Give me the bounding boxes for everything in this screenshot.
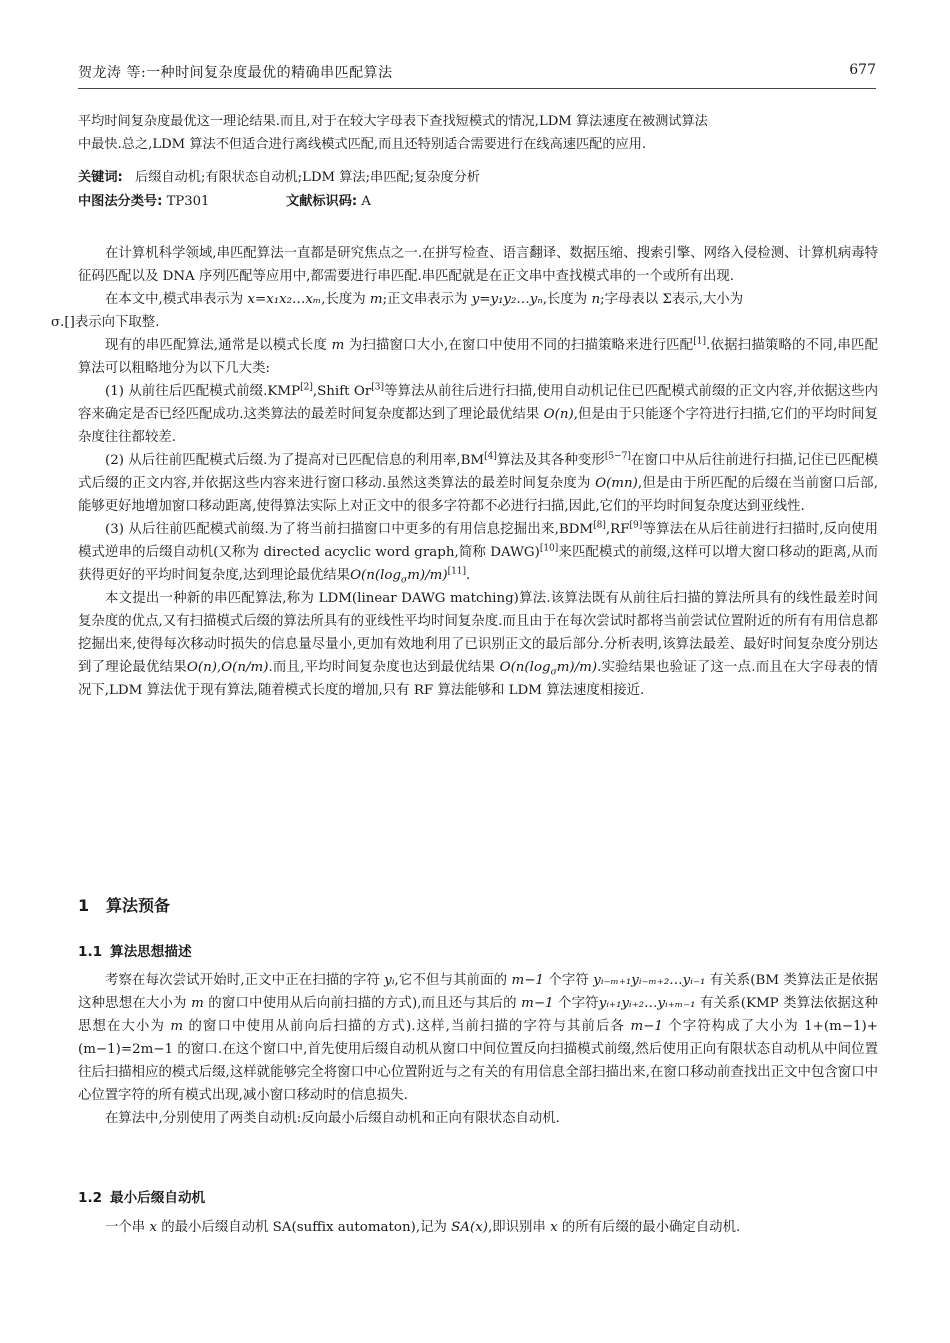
intro-paragraph-3 — [78, 334, 878, 380]
text-run: .而且,平均时间复杂度也达到最优结果 — [268, 660, 500, 675]
citation: [11] — [447, 566, 467, 577]
math-m-minus-1: m−1 — [521, 996, 554, 1011]
math-m-minus-1: m−1 — [511, 973, 544, 988]
text-run: ,RF — [605, 522, 630, 537]
text-run: (2) 从后往前匹配模式后缀.为了提高对已匹配信息的利用率,BM — [105, 453, 485, 468]
citation: [1] — [693, 336, 707, 347]
text-run: 的窗口中使用从前向后扫描的方式).这样,当前扫描的字符与其前后各 — [183, 1019, 631, 1034]
keywords-label: 关键词: — [78, 170, 123, 185]
text-run: .依据扫描策略的不同,串匹配算法可以粗略地分为以下几大类: — [78, 338, 879, 376]
subsection-heading — [78, 940, 192, 960]
section-1-1-paragraph-1 — [78, 969, 878, 1107]
keywords — [78, 166, 878, 189]
text-run: 来匹配模式的前缀,这样可以增大窗口移动的距离,从而获得更好的平均时间复杂度,达到理论最优结果 — [78, 545, 878, 583]
text-run: 在窗口中从后往前进行扫描,记住已匹配模式后缀的正文内容,并依据这些内容来进行窗口移动.虽然这类算法的最差时间复杂度为 — [78, 453, 878, 491]
abstract-tail — [78, 110, 878, 156]
citation: [3] — [371, 382, 385, 393]
subsection-heading — [78, 1186, 205, 1206]
intro-paragraph-1: 在计算机科学领域,串匹配算法一直都是研究焦点之一.在拼写检查、语言翻译、数据压缩、搜索引擎、网络入侵检测、计算机病毒特征码匹配以及 DNA 序列匹配等应用中,都需要进行串匹配.串匹配就是在正文串中查找模式串的一个或所有出现. — [78, 246, 878, 284]
text-run: 本文提出一种新的串匹配算法,称为 LDM(linear DAWG matching)算法.该算法既有从前往后扫描的算法所具有的线性最差时间复杂度的优点,又有扫描模式后缀的算法所具有的亚线性平均时间复杂度.而且由于在每次尝试时都将当前尝试位置附近的所有有用信息都挖掘出来,使得每次移动时损失的信息量尽量小,更加有效地利用了已识别正文的最后部分.分析表明,该算法最差、最好时间复杂度分别达到了理论最优结果 — [78, 591, 878, 675]
section-1-2-body — [78, 1216, 878, 1239]
math-complexity: O(mn) — [595, 476, 638, 491]
clc-label: 中图法分类号: — [78, 194, 163, 209]
text-run: .实验结果也验证了这一点.而且在大字母表的情况下,LDM 算法优于现有算法,随着模式长度的增加,只有 RF 算法能够和 LDM 算法速度相接近. — [78, 660, 878, 698]
doc-label: 文献标识码: — [286, 194, 358, 209]
text-run: 算法及其各种变形 — [496, 453, 605, 468]
doc-value: A — [361, 194, 371, 209]
section-title: 算法预备 — [106, 896, 171, 915]
text-run: 现有的串匹配算法,通常是以模式长度 — [105, 338, 332, 353]
intro-paragraph-6 — [78, 518, 878, 587]
text-run: ,它不但与其前面的 — [394, 973, 512, 988]
text-run: 的最小后缀自动机 SA(suffix automaton),记为 — [157, 1220, 452, 1235]
math-y-before: yᵢ₋ₘ₊₁yᵢ₋ₘ₊₂…yᵢ₋₁ — [593, 973, 706, 988]
math-complexity: O(n) — [543, 407, 574, 422]
text-run: 考察在每次尝试开始时,正文中正在扫描的字符 — [105, 973, 385, 988]
text-run: 个字符 — [543, 973, 594, 988]
citation: [9] — [629, 520, 643, 531]
section-1-1-paragraph-2: 在算法中,分别使用了两类自动机:反向最小后缀自动机和正向有限状态自动机. — [105, 1111, 560, 1126]
intro-paragraph-2 — [51, 288, 878, 334]
math-m: m — [191, 996, 204, 1011]
math-y-def: y=y₁y₂…yₙ — [471, 292, 543, 307]
subsection-number: 1.2 — [78, 1190, 103, 1206]
text-run: 等算法从前往后进行扫描,使用自动机记住已匹配模式前缀的正文内容,并依据这些内容来确定是否已经匹配成功.这类算法的最差时间复杂度都达到了理论最优结果 — [78, 384, 878, 422]
math-yi: yᵢ — [384, 973, 395, 988]
math-subscript: σ — [550, 667, 557, 678]
text-run: ,但是由于只能逐个字符进行扫描,它们的平均时间复杂度往往都较差. — [78, 407, 879, 445]
math-m-minus-1: m−1 — [630, 1019, 663, 1034]
text-run: ,长度为 — [321, 292, 370, 307]
math-m: m — [170, 1019, 184, 1034]
text-run: . — [466, 568, 471, 583]
citation: [10] — [539, 543, 559, 554]
text-run: 的窗口中使用从后向前扫描的方式),而且还与其后的 — [203, 996, 522, 1011]
text-run: ,长度为 — [542, 292, 592, 307]
math-m: m — [369, 292, 383, 307]
subsection-title: 最小后缀自动机 — [110, 1190, 206, 1206]
running-header — [78, 62, 876, 86]
subsection-title: 算法思想描述 — [110, 944, 192, 960]
math-m: m — [331, 338, 345, 353]
text-run: 为扫描窗口大小,在窗口中使用不同的扫描策略来进行匹配 — [344, 338, 694, 353]
text-run: 的所有后缀的最小确定自动机. — [557, 1220, 741, 1235]
citation: [5−7] — [604, 451, 631, 462]
text-run: 等算法在从后往前进行扫描时,反向使用模式逆串的后缀自动机(又称为 directed acyclic word graph,简称 DAWG) — [78, 522, 878, 560]
citation: [8] — [593, 520, 606, 531]
text-run: 有关系(KMP 类算法依据这种思想在大小为 — [78, 996, 878, 1034]
math-y-after: yᵢ₊₁yᵢ₊₂…yᵢ₊ₘ₋₁ — [598, 996, 696, 1011]
section-1-1-body — [78, 969, 878, 1130]
text-run: ;正文串表示为 — [382, 292, 472, 307]
header-rule — [78, 88, 876, 89]
subsection-number: 1.1 — [78, 944, 103, 960]
math-n: n — [591, 292, 601, 307]
math-sa-x: SA(x) — [451, 1220, 488, 1235]
text-run: 有关系(BM 类算法正是依据这种思想在大小为 — [78, 973, 879, 1011]
citation: [4] — [484, 451, 497, 462]
text-run: ,但是由于所匹配的后缀在当前窗口后部,能够更好地增加窗口移动距离,使得算法实际上对正文中的很多字符都不必进行扫描,因此,它们的平均时间复杂度达到亚线性. — [78, 476, 878, 514]
doc-id — [286, 190, 371, 213]
citation: [2] — [300, 382, 313, 393]
math-complexity: O(n(log — [350, 568, 402, 583]
text-run: ;字母表以 Σ表示,大小为 — [600, 292, 744, 307]
text-run: 个字符 — [553, 996, 599, 1011]
keywords-text: 后缀自动机;有限状态自动机;LDM 算法;串匹配;复杂度分析 — [135, 170, 480, 185]
page-number: 677 — [849, 62, 876, 78]
text-run: 一个串 — [105, 1220, 150, 1235]
text-run: (1) 从前往后匹配模式前缀.KMP — [105, 384, 301, 399]
math-complexity: m)/m) — [407, 568, 448, 583]
section-heading — [78, 893, 170, 916]
clc-value: TP301 — [166, 194, 210, 209]
abstract-line: 平均时间复杂度最优这一理论结果.而且,对于在较大字母表下查找短模式的情况,LDM 算法速度在被测试算法 — [78, 114, 708, 129]
intro-paragraph-7 — [78, 587, 878, 702]
text-run: ,即识别串 — [487, 1220, 551, 1235]
section-1-2-paragraph-1 — [78, 1216, 878, 1239]
text-run: 个字符构成了大小为 1+(m−1)+(m−1)=2m−1 的窗口.在这个窗口中,首先使用后缀自动机从窗口中间位置反向扫描模式前缀,然后使用正向有限状态自动机从中间位置往后扫描相应的模式后缀,这样就能够完全将窗口中心位置附近与之有关的有用信息全部扫描出来,在窗口移动前查找出正文中包含窗口中心位置字符的所有模式出现,减小窗口移动时的信息损失. — [78, 1019, 878, 1103]
running-title: 贺龙涛 等:一种时间复杂度最优的精确串匹配算法 — [78, 65, 393, 81]
math-complexity: O(n),O(n/m) — [186, 660, 269, 675]
math-x: x — [550, 1220, 558, 1235]
math-x: x — [149, 1220, 157, 1235]
section-number: 1 — [78, 896, 90, 915]
math-complexity: O(n(log — [499, 660, 551, 675]
text-run: 在本文中,模式串表示为 — [105, 292, 248, 307]
math-x-def: x=x₁x₂…xₘ — [247, 292, 322, 307]
classification-line — [78, 190, 878, 213]
intro-paragraph-5 — [78, 449, 878, 518]
math-complexity: m)/m) — [556, 660, 598, 675]
introduction — [51, 242, 879, 702]
text-run: σ.[]表示向下取整. — [51, 315, 160, 330]
abstract-line: 中最快.总之,LDM 算法不但适合进行离线模式匹配,而且还特别适合需要进行在线高速匹配的应用. — [78, 137, 647, 152]
math-subscript: σ — [401, 575, 408, 586]
intro-paragraph-4 — [78, 380, 878, 449]
text-run: ,Shift Or — [312, 384, 372, 399]
text-run: (3) 从后往前匹配模式前缀.为了将当前扫描窗口中更多的有用信息挖掘出来,BDM — [105, 522, 594, 537]
